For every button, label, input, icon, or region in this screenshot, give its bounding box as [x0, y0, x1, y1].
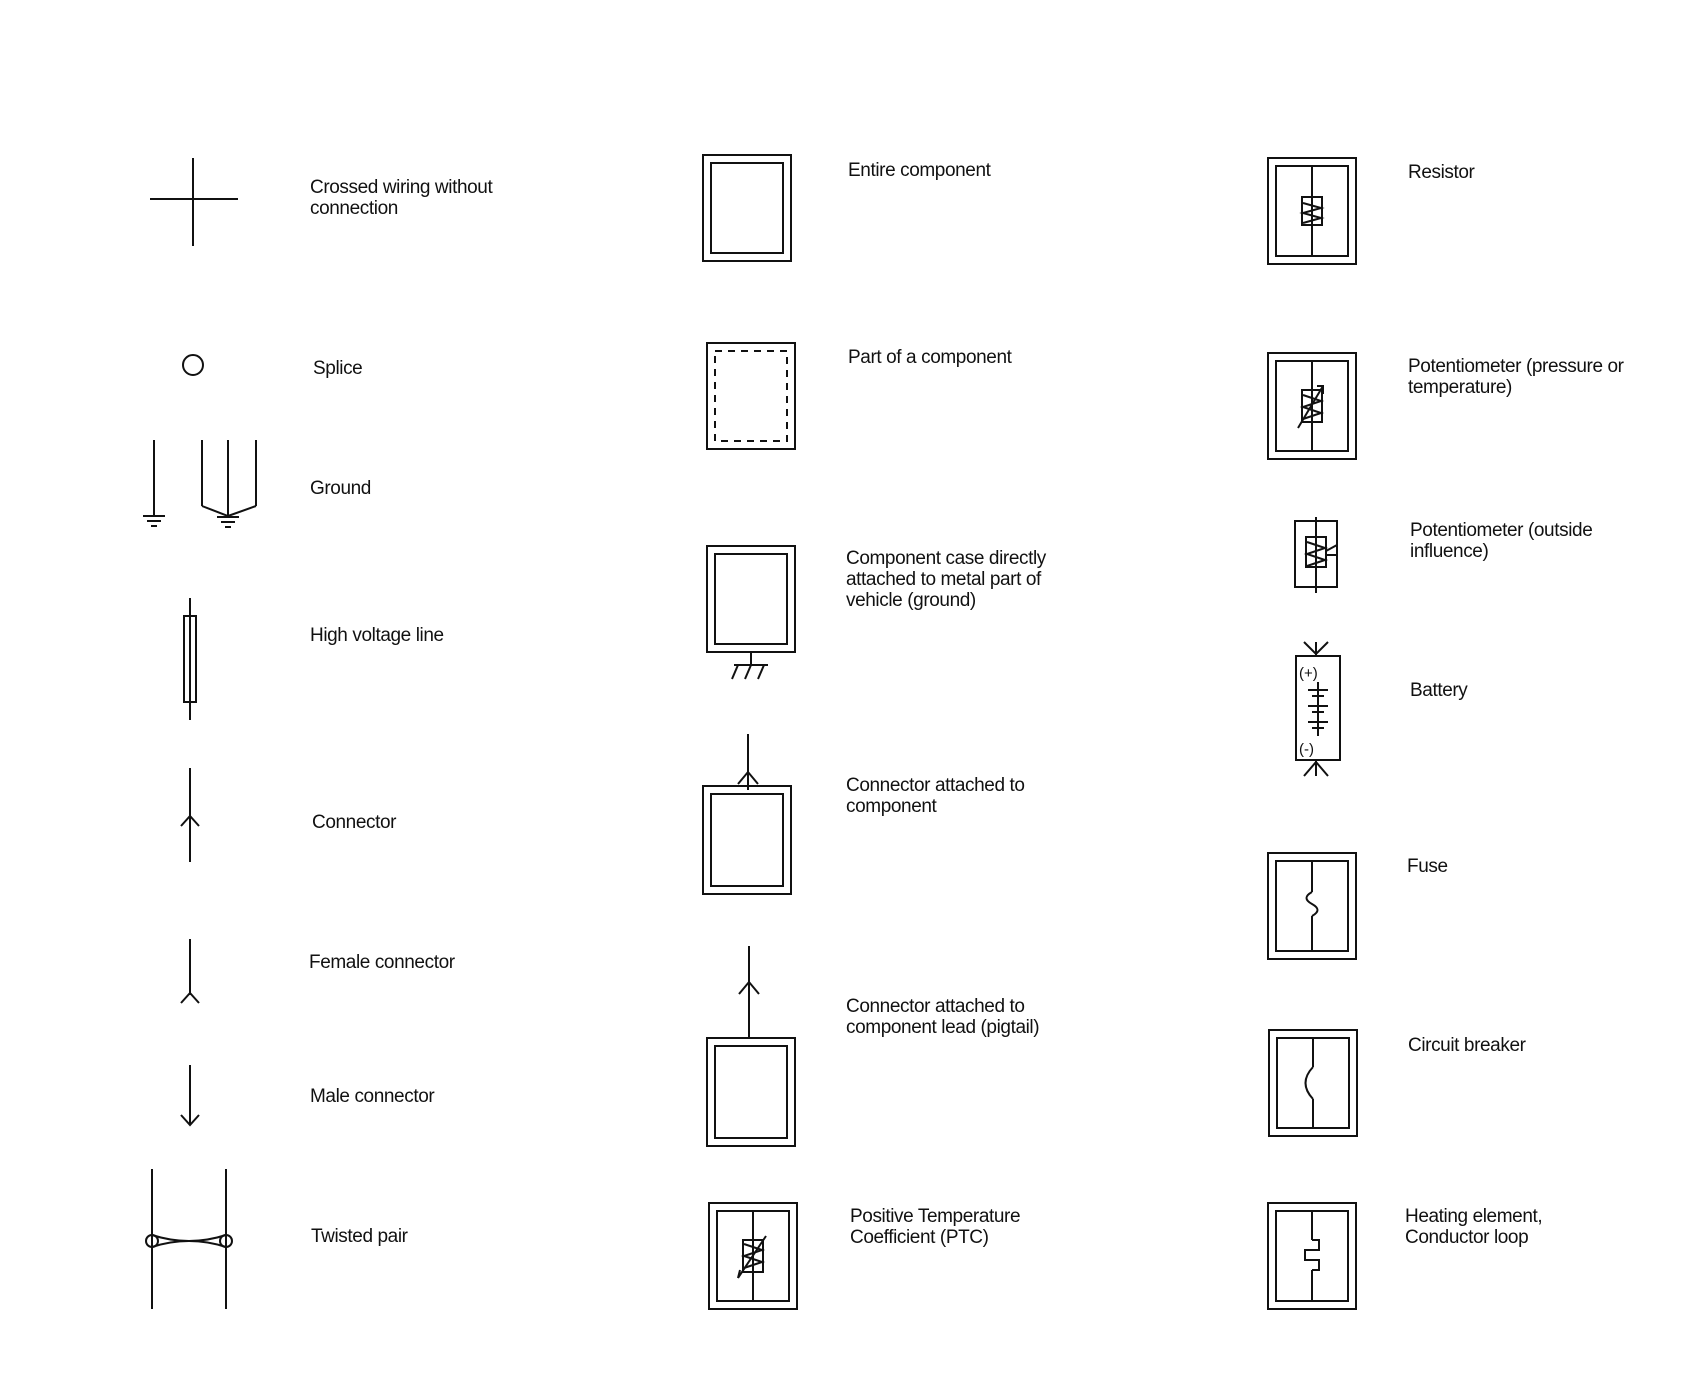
connector-attached-component-label: Connector attached to component	[846, 775, 1025, 817]
crossed-wiring-symbol	[145, 150, 245, 250]
crossed-wiring-label: Crossed wiring without connection	[310, 177, 493, 219]
potentiometer-pressure-symbol	[1265, 350, 1361, 462]
female-connector-symbol	[170, 937, 210, 1007]
battery-plus-label: (+)	[1299, 665, 1318, 682]
battery-minus-label: (-)	[1299, 741, 1314, 758]
fuse-label: Fuse	[1407, 856, 1448, 877]
ground-label: Ground	[310, 478, 371, 499]
twisted-pair-label: Twisted pair	[311, 1226, 408, 1247]
connector-symbol	[170, 766, 210, 866]
component-case-ground-symbol	[704, 543, 800, 683]
potentiometer-pressure-label: Potentiometer (pressure or temperature)	[1408, 356, 1624, 398]
entire-component-label: Entire component	[848, 160, 991, 181]
male-connector-label: Male connector	[310, 1086, 435, 1107]
part-of-component-label: Part of a component	[848, 347, 1012, 368]
heating-element-label: Heating element, Conductor loop	[1405, 1206, 1543, 1248]
battery-symbol	[1290, 640, 1354, 780]
battery-label: Battery	[1410, 680, 1468, 701]
ground-symbol	[138, 438, 268, 538]
fuse-symbol	[1265, 850, 1361, 962]
part-of-component-symbol	[704, 340, 800, 452]
entire-component-symbol	[700, 152, 796, 264]
splice-symbol	[175, 350, 215, 384]
ptc-label: Positive Temperature Coefficient (PTC)	[850, 1206, 1021, 1248]
twisted-pair-symbol	[140, 1167, 245, 1313]
heating-element-symbol	[1265, 1200, 1361, 1312]
pigtail-connector-label: Connector attached to component lead (pigtail)	[846, 996, 1040, 1038]
splice-label: Splice	[313, 358, 363, 379]
connector-label: Connector	[312, 812, 397, 833]
high-voltage-line-symbol	[170, 596, 210, 724]
female-connector-label: Female connector	[309, 952, 455, 973]
high-voltage-line-label: High voltage line	[310, 625, 444, 646]
male-connector-symbol	[170, 1063, 210, 1133]
resistor-label: Resistor	[1408, 162, 1475, 183]
connector-attached-component-symbol	[700, 732, 796, 898]
pigtail-connector-symbol	[704, 944, 800, 1149]
component-case-ground-label: Component case directly attached to metal part of vehicle (ground)	[846, 548, 1046, 611]
resistor-symbol	[1265, 155, 1361, 267]
circuit-breaker-label: Circuit breaker	[1408, 1035, 1526, 1056]
potentiometer-outside-label: Potentiometer (outside influence)	[1410, 520, 1593, 562]
potentiometer-outside-symbol	[1292, 515, 1348, 597]
circuit-breaker-symbol	[1266, 1027, 1362, 1139]
ptc-symbol	[706, 1200, 802, 1312]
